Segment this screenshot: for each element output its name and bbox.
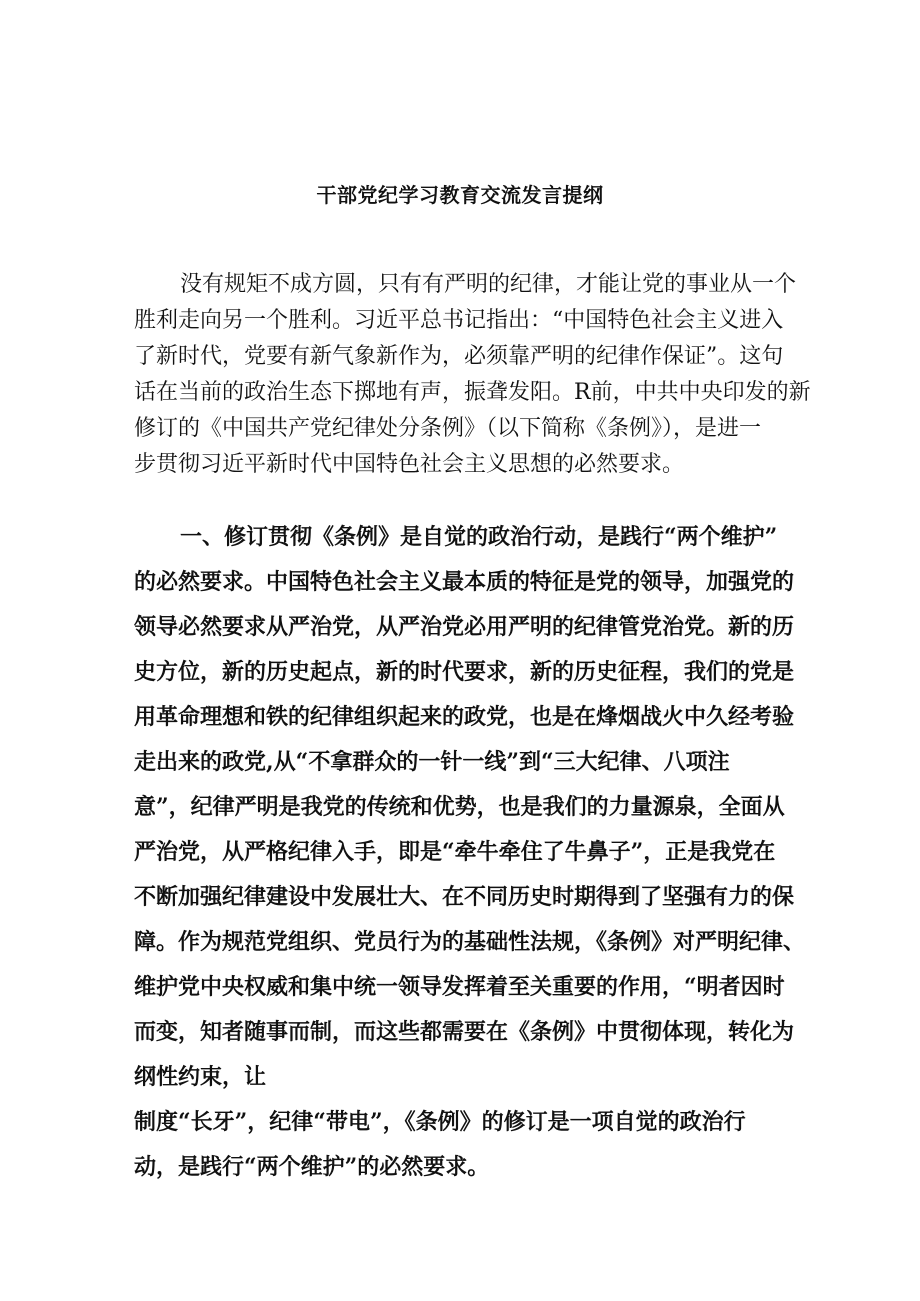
paragraph-2-line-15: 动，是践行“两个维护”的必然要求。: [134, 1154, 490, 1180]
paragraph-1-line-3: 了新时代，党要有新气象新作为，必须靠严明的纪律作保证”。这句: [134, 344, 784, 369]
paragraph-1-line-6: 步贯彻习近平新时代中国特色社会主义思想的必然要求。: [134, 452, 685, 477]
paragraph-2-line-4: 史方位，新的历史起点，新的时代要求，新的历史征程，我们的党是: [134, 659, 795, 685]
paragraph-2-line-5: 用革命理想和铁的纪律组织起来的政党，也是在烽烟战火中久经考验: [134, 704, 795, 730]
paragraph-2-line-7: 意”，纪律严明是我党的传统和优势，也是我们的力量源泉，全面从: [134, 794, 785, 820]
paragraph-1-line-2: 胜利走向另一个胜利。习近平总书记指出：“中国特色社会主义进入: [134, 308, 784, 333]
paragraph-2-line-12: 而变，知者随事而制，而这些都需要在《条例》中贯彻体现，转化为: [134, 1019, 795, 1045]
paragraph-1-line-4: 话在当前的政治生态下掷地有声，振聋发阳。R前，中共中央印发的新: [134, 380, 811, 405]
paragraph-2-line-11: 维护党中央权威和集中统一领导发挥着至关重要的作用，“明者因时: [134, 974, 785, 1000]
document-title: 干部党纪学习教育交流发言提纲: [316, 183, 604, 207]
paragraph-2-line-13: 纲性约束，让: [134, 1064, 267, 1090]
paragraph-2-line-2: 的必然要求。中国特色社会主义最本质的特征是党的领导，加强党的: [134, 569, 795, 595]
paragraph-1-line-1: 没有规矩不成方圆，只有有严明的纪律，才能让党的事业从一个: [180, 272, 797, 297]
paragraph-2-line-3: 领导必然要求从严治党，从严治党必用严明的纪律管党治党。新的历: [134, 614, 795, 640]
paragraph-2-line-8: 严治党，从严格纪律入手，即是“牵牛牵住了牛鼻子”，正是我党在: [134, 839, 776, 865]
paragraph-2-line-1: 一、修订贯彻《条例》是自觉的政治行动，是践行“两个维护”: [180, 524, 778, 550]
paragraph-2-line-6: 走出来的政党,从“不拿群众的一针一线”到“三大纪律、八项注: [134, 749, 730, 775]
paragraph-2-line-14: 制度“长牙”，纪律“带电”，《条例》的修订是一项自觉的政治行: [134, 1109, 746, 1135]
paragraph-2-line-10: 障。作为规范党组织、党员行为的基础性法规，《条例》对严明纪律、: [134, 929, 806, 955]
paragraph-2-line-9: 不断加强纪律建设中发展壮大、在不同历史时期得到了坚强有力的保: [134, 884, 795, 910]
paragraph-1-line-5: 修订的《中国共产党纪律处分条例》（以下简称《条例》），是进一: [134, 416, 762, 441]
